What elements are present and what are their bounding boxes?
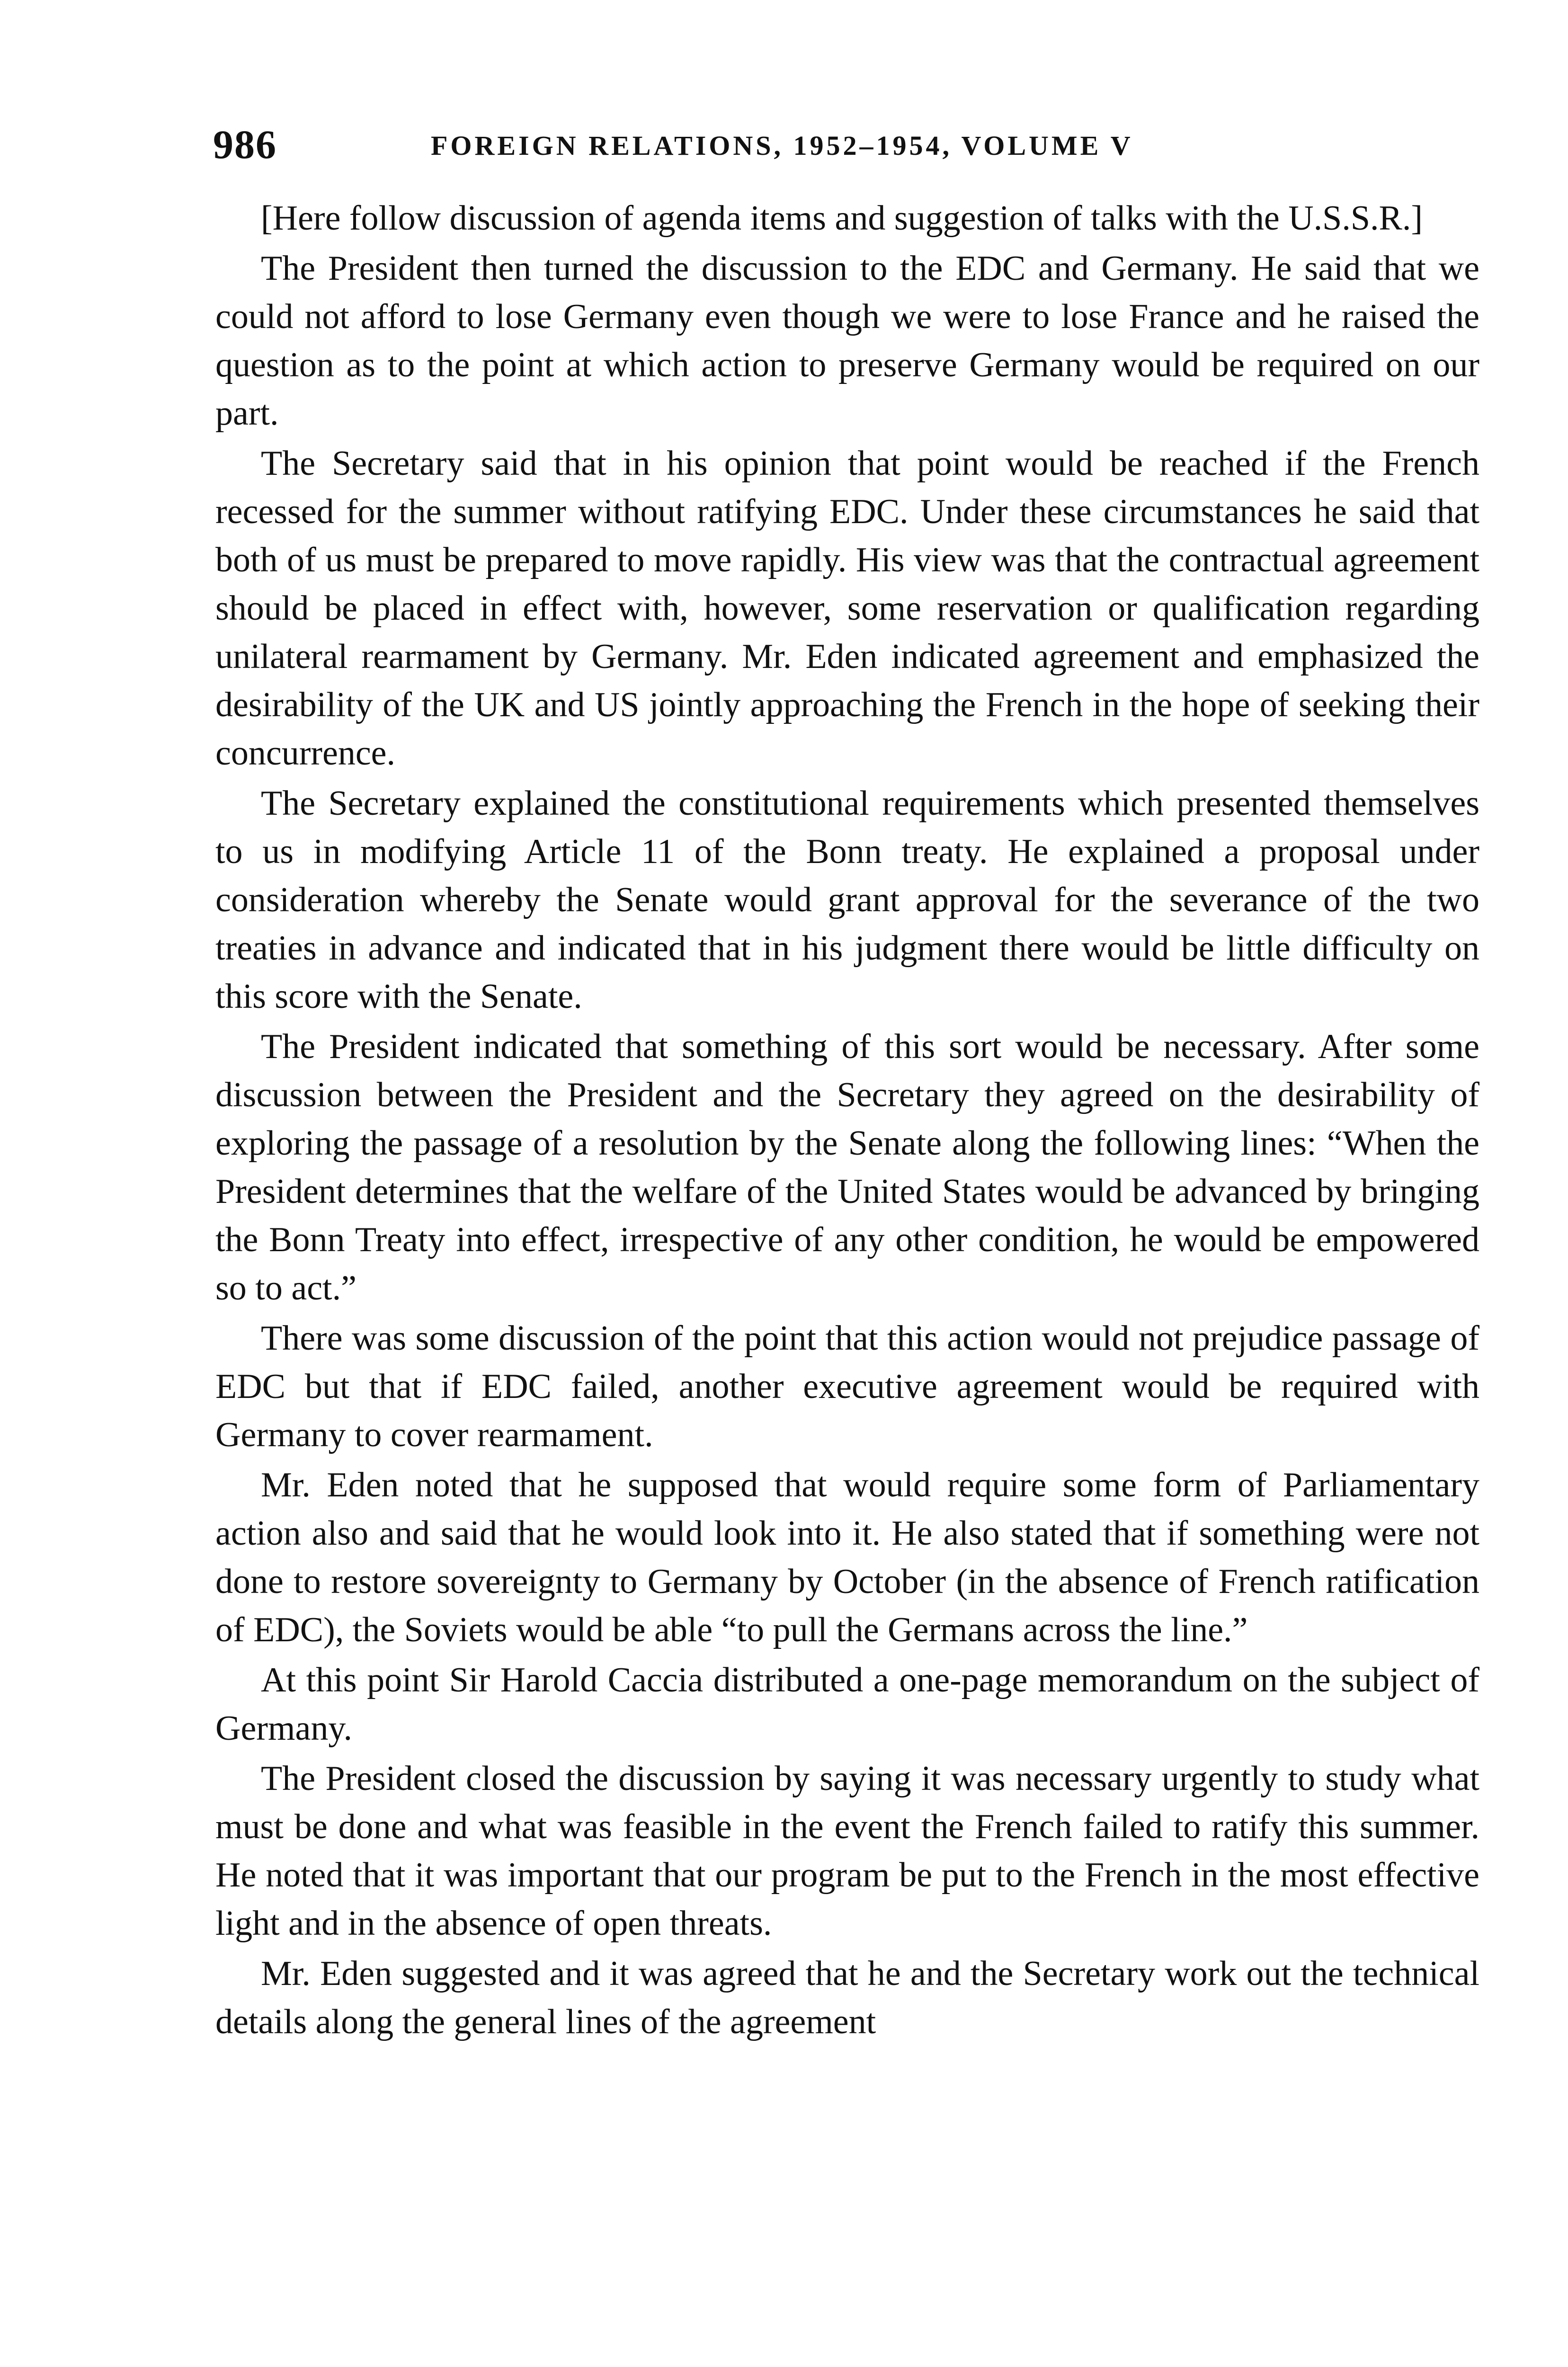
paragraph: At this point Sir Harold Caccia distributed a one-page memorandum on the subject of Germany.	[215, 1661, 1479, 1748]
paragraph: The Secretary explained the constitutional requirements which presented themselves to us in modifying Article 11 of the Bonn treaty. He explained a proposal under consideration whereby the Senate would grant approval for the severance of the two treaties in advance and indicated that in his judgment there would be little difficulty on this score with the Senate.	[215, 784, 1479, 1016]
paragraph: The President indicated that something of this sort would be necessary. After some discussion between the President and the Secretary they agreed on the desirability of exploring the passage of a resolution by the Senate along the following lines: “When the President determines that the welfare of the United States would be advanced by bringing the Bonn Treaty into effect, irrespective of any other condition, he would be empowered so to act.”	[215, 1027, 1479, 1308]
paragraph: The President closed the discussion by saying it was necessary urgently to study what must be done and what was feasible in the event the French failed to ratify this summer. He noted that it was important that our program be put to the French in the most effective light and in the absence of open threats.	[215, 1759, 1479, 1943]
page-number: 986	[213, 122, 277, 167]
paragraph: Mr. Eden noted that he supposed that would require some form of Parliamentary action also and said that he would look into it. He also stated that if something were not done to restore sovereignty to Germany by October (in the absence of French ratification of EDC), the Soviets would be able “to pull the Germans across the line.”	[215, 1466, 1479, 1649]
header-title: FOREIGN RELATIONS, 1952–1954, VOLUME V	[431, 130, 1133, 161]
paragraph: The President then turned the discussion to the EDC and Germany. He said that we could not afford to lose Germany even though we were to lose France and he raised the question as to the point at which action to preserve Germany would be required on our part.	[215, 249, 1479, 433]
paragraph: There was some discussion of the point that this action would not prejudice passage of EDC but that if EDC failed, another executive agreement would be required with Germany to cover rearmament.	[215, 1319, 1479, 1454]
paragraph: Mr. Eden suggested and it was agreed that he and the Secretary work out the technical details along the general lines of the agreement	[215, 1954, 1479, 2041]
body-text	[215, 194, 1479, 2048]
running-header	[213, 118, 1482, 170]
paragraph-editorial-note: [Here follow discussion of agenda items and suggestion of talks with the U.S.S.R.]	[261, 199, 1423, 238]
paragraph: The Secretary said that in his opinion that point would be reached if the French recessed for the summer without ratifying EDC. Under these circumstances he said that both of us must be prepared to move rapidly. His view was that the contractual agreement should be placed in effect with, however, some reservation or qualification regarding unilateral rearmament by Germany. Mr. Eden indicated agreement and emphasized the desirability of the UK and US jointly approaching the French in the hope of seeking their concurrence.	[215, 444, 1479, 773]
